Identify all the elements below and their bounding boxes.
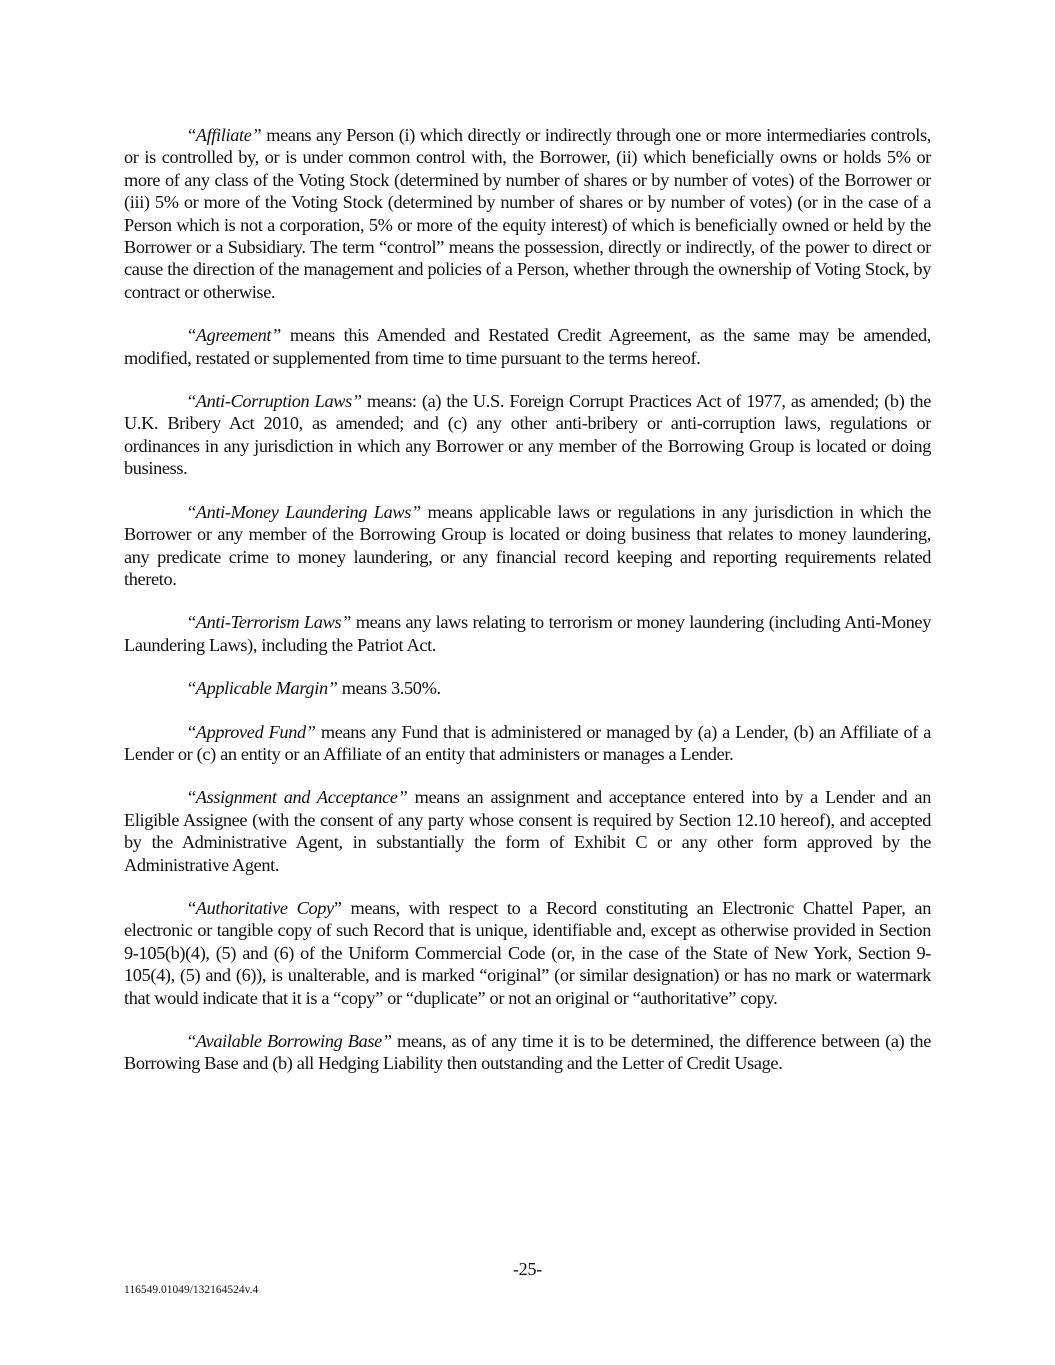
definition-available-borrowing-base (124, 1030, 931, 1075)
definition-open-quote: “ (188, 721, 196, 742)
definition-open-quote: “ (188, 612, 196, 633)
definition-anti-money-laundering-laws (124, 501, 931, 591)
definition-open-quote: “ (188, 325, 196, 346)
definition-open-quote: “ (188, 501, 196, 522)
definition-body: ” means, with respect to a Record constituting an Electronic Chattel Paper, an electronic or tangible copy of such Record that is unique, identifiable and, except as otherwise provided in Section 9-105(b)(4), (5) and (6) of the Uniform Commercial Code (or, in the case of the State of New York, Section 9-105(4), (5) and (6)), is unalterable, and is marked “original” (or similar designation) or has no mark or watermark that would indicate that it is a “copy” or “duplicate” or not an original or “authoritative” copy. (124, 897, 931, 1008)
definition-body: means this Amended and Restated Credit Agreement, as the same may be amended, modified, restated or supplemented from time to time pursuant to the terms hereof. (124, 325, 931, 368)
defined-term: Agreement” (195, 325, 281, 346)
defined-term: Approved Fund” (195, 721, 316, 742)
definition-body: means any laws relating to terrorism or money laundering (including Anti-Money Laundering Laws), including the Patriot Act. (124, 612, 931, 655)
definition-anti-corruption-laws (124, 390, 931, 480)
definition-body: means any Fund that is administered or managed by (a) a Lender, (b) an Affiliate of a Lender or (c) an entity or an Affiliate of an entity that administers or manages a Lender. (124, 721, 931, 764)
definition-body: means any Person (i) which directly or indirectly through one or more intermediaries controls, or is controlled by, or is under common control with, the Borrower, (ii) which beneficially owns or holds 5% or more of any class of the Voting Stock (determined by number of shares or by number of votes) of the Borrower or (iii) 5% or more of the Voting Stock (determined by number of shares or by number of votes) (or in the case of a Person which is not a corporation, 5% or more of the equity interest) of which is beneficially owned or held by the Borrower or a Subsidiary. The term “control” means the possession, directly or indirectly, of the power to direct or cause the direction of the management and policies of a Person, whether through the ownership of Voting Stock, by contract or otherwise. (124, 125, 931, 302)
defined-term: Anti-Money Laundering Laws” (195, 501, 421, 522)
definition-open-quote: “ (188, 125, 196, 145)
definition-body: means 3.50%. (337, 678, 441, 699)
definition-agreement (124, 324, 931, 369)
definition-authoritative-copy (124, 897, 931, 1009)
definition-open-quote: “ (188, 897, 196, 918)
definition-body: means: (a) the U.S. Foreign Corrupt Practices Act of 1977, as amended; (b) the U.K. Bribery Act 2010, as amended; and (c) any other anti-bribery or anti-corruption laws, regulations or ordinances in any jurisdiction in which any Borrower or any member of the Borrowing Group is located or doing business. (124, 391, 931, 479)
document-id-footer: 116549.01049/132164524v.4 (124, 1284, 259, 1296)
definition-open-quote: “ (188, 787, 196, 808)
definition-body: means an assignment and acceptance entered into by a Lender and an Eligible Assignee (with the consent of any party whose consent is required by Section 12.10 hereof), and accepted by the Administrative Agent, in substantially the form of Exhibit C or any other form approved by the Administrative Agent. (124, 787, 931, 875)
document-page (124, 124, 931, 1096)
definition-approved-fund (124, 721, 931, 766)
definition-body: means applicable laws or regulations in any jurisdiction in which the Borrower or any member of the Borrowing Group is located or doing business that relates to money laundering, any predicate crime to money laundering, or any financial record keeping and reporting requirements related thereto. (124, 501, 931, 589)
definition-affiliate (124, 124, 931, 303)
defined-term: Applicable Margin” (195, 678, 338, 699)
defined-term: Anti-Terrorism Laws” (195, 612, 352, 633)
page-number: -25- (512, 1259, 543, 1279)
definition-anti-terrorism-laws (124, 611, 931, 656)
defined-term: Assignment and Acceptance” (195, 787, 408, 808)
definition-body: means, as of any time it is to be determined, the difference between (a) the Borrowing Base and (b) all Hedging Liability then outstanding and the Letter of Credit Usage. (124, 1031, 931, 1074)
defined-term: Anti-Corruption Laws” (195, 391, 362, 412)
definition-assignment-and-acceptance (124, 786, 931, 876)
definition-open-quote: “ (188, 1031, 196, 1051)
definition-open-quote: “ (188, 678, 196, 699)
definition-applicable-margin (124, 677, 931, 699)
defined-term: Authoritative Copy (195, 897, 334, 918)
defined-term: Available Borrowing Base” (195, 1031, 392, 1051)
defined-term: Affiliate” (195, 125, 262, 145)
definition-open-quote: “ (188, 391, 196, 412)
